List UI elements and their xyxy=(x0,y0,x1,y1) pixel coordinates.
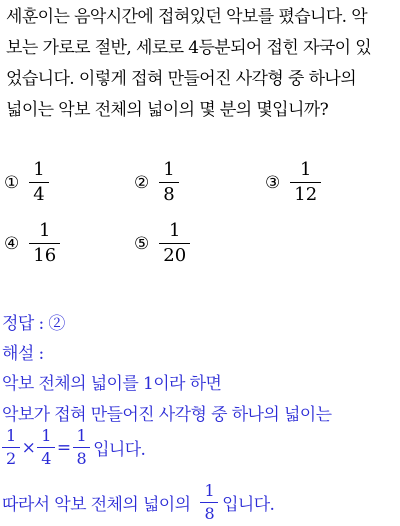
numerator: 1 xyxy=(204,481,215,500)
final-prefix: 따라서 악보 전체의 넓이의 xyxy=(2,495,191,515)
option-marker: ② xyxy=(134,172,150,193)
numerator: 1 xyxy=(41,426,51,445)
denominator: 2 xyxy=(2,447,20,467)
option-marker: ④ xyxy=(4,233,20,254)
question-line: 세훈이는 음악시간에 접혀있던 악보를 폈습니다. 악 xyxy=(6,7,368,27)
question-line: 보는 가로로 절반, 세로로 4등분되어 접힌 자국이 있 xyxy=(6,38,372,58)
fraction xyxy=(37,428,55,467)
question-line: 었습니다. 이렇게 접혀 만들어진 사각형 중 하나의 xyxy=(6,69,357,89)
numerator: 1 xyxy=(168,220,181,241)
option-fraction xyxy=(159,161,178,204)
explanation-line-2: 악보가 접혀 만들어진 사각형 중 하나의 넓이는 xyxy=(2,405,332,425)
denominator: 16 xyxy=(29,243,60,265)
denominator: 8 xyxy=(159,182,178,204)
numerator: 1 xyxy=(299,159,312,180)
option-5[interactable] xyxy=(134,222,190,265)
option-fraction xyxy=(29,222,60,265)
option-fraction xyxy=(29,161,48,204)
times-sign: × xyxy=(21,437,36,458)
numerator: 1 xyxy=(33,159,45,180)
fraction xyxy=(73,428,91,467)
numerator: 1 xyxy=(76,426,87,445)
denominator: 8 xyxy=(73,447,91,467)
denominator: 4 xyxy=(29,182,48,204)
denominator: 12 xyxy=(290,182,321,204)
fraction xyxy=(200,483,218,522)
answer-label: 정답 : ② xyxy=(2,314,65,334)
denominator: 20 xyxy=(159,243,190,265)
numerator: 1 xyxy=(38,220,51,241)
option-marker: ③ xyxy=(265,172,281,193)
numerator: 1 xyxy=(163,159,175,180)
option-fraction xyxy=(159,222,190,265)
fraction xyxy=(2,428,20,467)
option-1[interactable] xyxy=(4,161,49,204)
question-text xyxy=(6,2,398,126)
denominator: 8 xyxy=(200,502,218,522)
final-suffix: 입니다. xyxy=(222,495,275,515)
option-marker: ⑤ xyxy=(134,233,150,254)
option-4[interactable] xyxy=(4,222,60,265)
equals-sign: = xyxy=(56,437,71,458)
explanation-line-1: 악보 전체의 넓이를 1이라 하면 xyxy=(2,374,222,394)
equation-suffix: 입니다. xyxy=(93,440,146,460)
option-marker: ① xyxy=(4,172,20,193)
denominator: 4 xyxy=(37,447,55,467)
option-3[interactable] xyxy=(265,161,321,204)
explanation-label: 해설 : xyxy=(2,344,44,364)
question-line: 넓이는 악보 전체의 넓이의 몇 분의 몇입니까? xyxy=(6,100,329,120)
option-fraction xyxy=(290,161,321,204)
option-2[interactable] xyxy=(134,161,179,204)
numerator: 1 xyxy=(6,426,16,445)
final-statement xyxy=(2,483,274,522)
fraction-equation xyxy=(2,428,145,467)
